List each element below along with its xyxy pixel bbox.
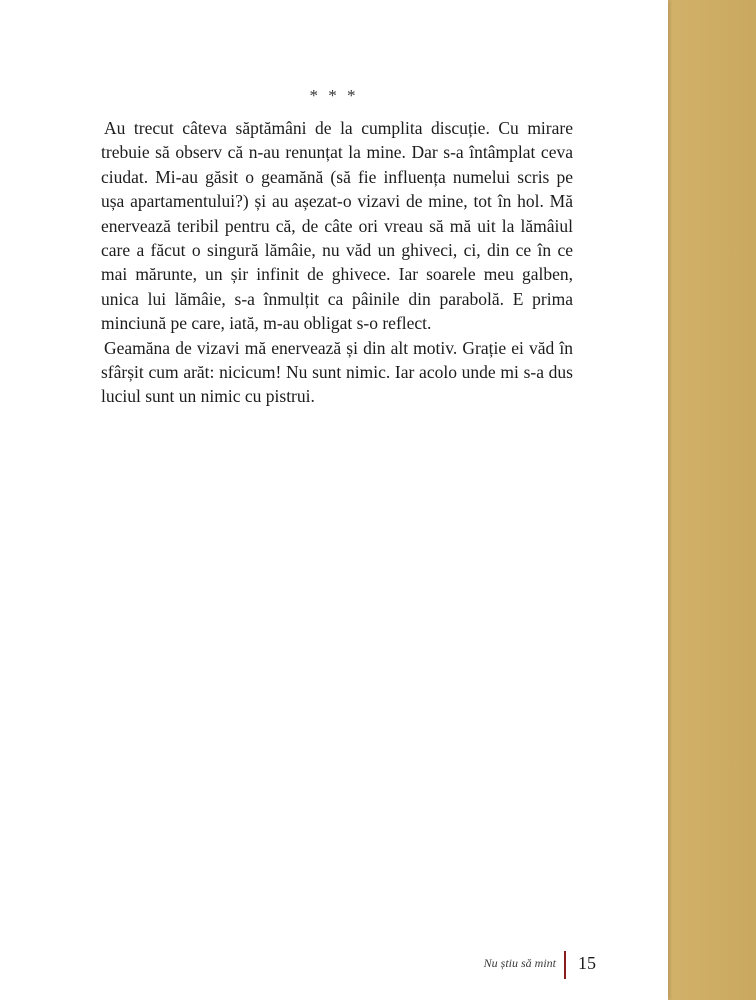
page-number: 15 (578, 953, 596, 973)
page-footer (400, 951, 600, 979)
paragraph-1: Au trecut câteva săptămâni de la cumplita discuție. Cu mirare trebuie să observ că n-au renunțat la mine. Dar s-a întâmplat ceva ciudat. Mi-au găsit o geamănă (să fie influența numelui scris pe ușa apartamentului?) și au așezat-o vizavi de mine, tot în hol. Mă enervează teribil pentru că, de câte ori vreau să mă uit la lămâiul care a făcut o singură lămâie, nu văd un ghiveci, ci, din ce în ce mai mărunte, un șir infinit de ghivece. Iar soarele meu galben, unica lui lămâie, s-a înmulțit ca pâinile din parabolă. E prima minciună pe care, iată, m-au obligat s-o reflect. (101, 118, 573, 334)
footer-divider (564, 951, 566, 979)
paragraph-2: Geamăna de vizavi mă enervează și din alt motiv. Grație ei văd în sfârșit cum arăt: nicicum! Nu sunt nimic. Iar acolo unde mi s-a dus luciul sunt un nimic cu pistrui. (101, 337, 573, 407)
body-text (101, 116, 573, 409)
running-title: Nu știu să mint (483, 956, 556, 970)
section-separator: * * * (309, 86, 359, 105)
